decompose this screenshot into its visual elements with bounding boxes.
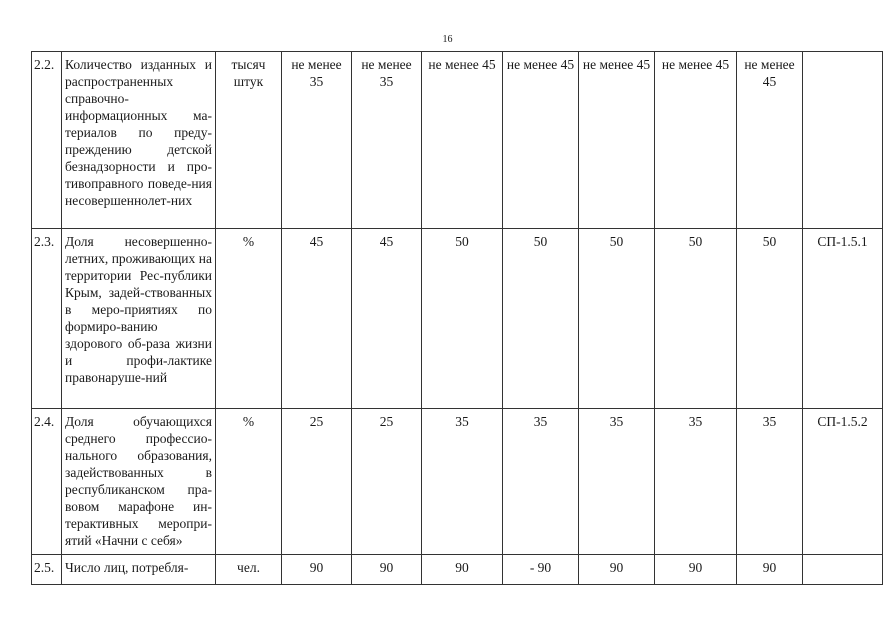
row-number: 2.4. [32,409,62,555]
value-cell: 25 [352,409,422,555]
value-cell: 50 [503,229,579,409]
indicator-name: Число лиц, потребля- [62,555,216,585]
value-cell: 90 [422,555,503,585]
row-number: 2.5. [32,555,62,585]
value-cell: 90 [282,555,352,585]
value-cell: 50 [422,229,503,409]
value-cell: 90 [579,555,655,585]
value-cell: не менее 45 [579,52,655,229]
value-cell: не менее 45 [655,52,737,229]
unit-cell: чел. [216,555,282,585]
value-cell: 50 [579,229,655,409]
code-cell: СП-1.5.1 [803,229,883,409]
value-cell: 50 [737,229,803,409]
value-cell: не менее 35 [352,52,422,229]
value-cell: 90 [655,555,737,585]
table-row [32,409,883,555]
value-cell: - 90 [503,555,579,585]
indicators-table [31,51,883,585]
value-cell: 25 [282,409,352,555]
value-cell: 90 [352,555,422,585]
code-cell [803,555,883,585]
page-number: 16 [442,34,453,45]
indicator-name: Доля несовершенно-летних, проживающих на территории Рес-публики Крым, задей-ствованных в меро-приятиях по формиро-ванию здорового об-раза жизни и профи-лактике правонаруше-ний [62,229,216,409]
code-cell: СП-1.5.2 [803,409,883,555]
value-cell: 35 [503,409,579,555]
unit-cell: % [216,229,282,409]
value-cell: 90 [737,555,803,585]
indicator-name: Количество изданных и распространенных справочно-информационных ма-териалов по преду-преждению детской безнадзорности и про-тивоправного поведе-ния несовершеннолет-них [62,52,216,229]
value-cell: 50 [655,229,737,409]
table-row [32,229,883,409]
row-number: 2.3. [32,229,62,409]
row-number: 2.2. [32,52,62,229]
value-cell: не менее 35 [282,52,352,229]
table-row [32,555,883,585]
indicator-name: Доля обучающихся среднего профессио-нального образования, задействованных в республиканском пра-вовом марафоне ин-терактивных меропри-ятий «Начни с себя» [62,409,216,555]
value-cell: не менее 45 [503,52,579,229]
value-cell: 35 [422,409,503,555]
code-cell [803,52,883,229]
value-cell: 45 [352,229,422,409]
value-cell: не менее 45 [422,52,503,229]
value-cell: 35 [737,409,803,555]
table-row [32,52,883,229]
value-cell: 45 [282,229,352,409]
unit-cell: тысяч штук [216,52,282,229]
value-cell: не менее 45 [737,52,803,229]
value-cell: 35 [655,409,737,555]
unit-cell: % [216,409,282,555]
value-cell: 35 [579,409,655,555]
